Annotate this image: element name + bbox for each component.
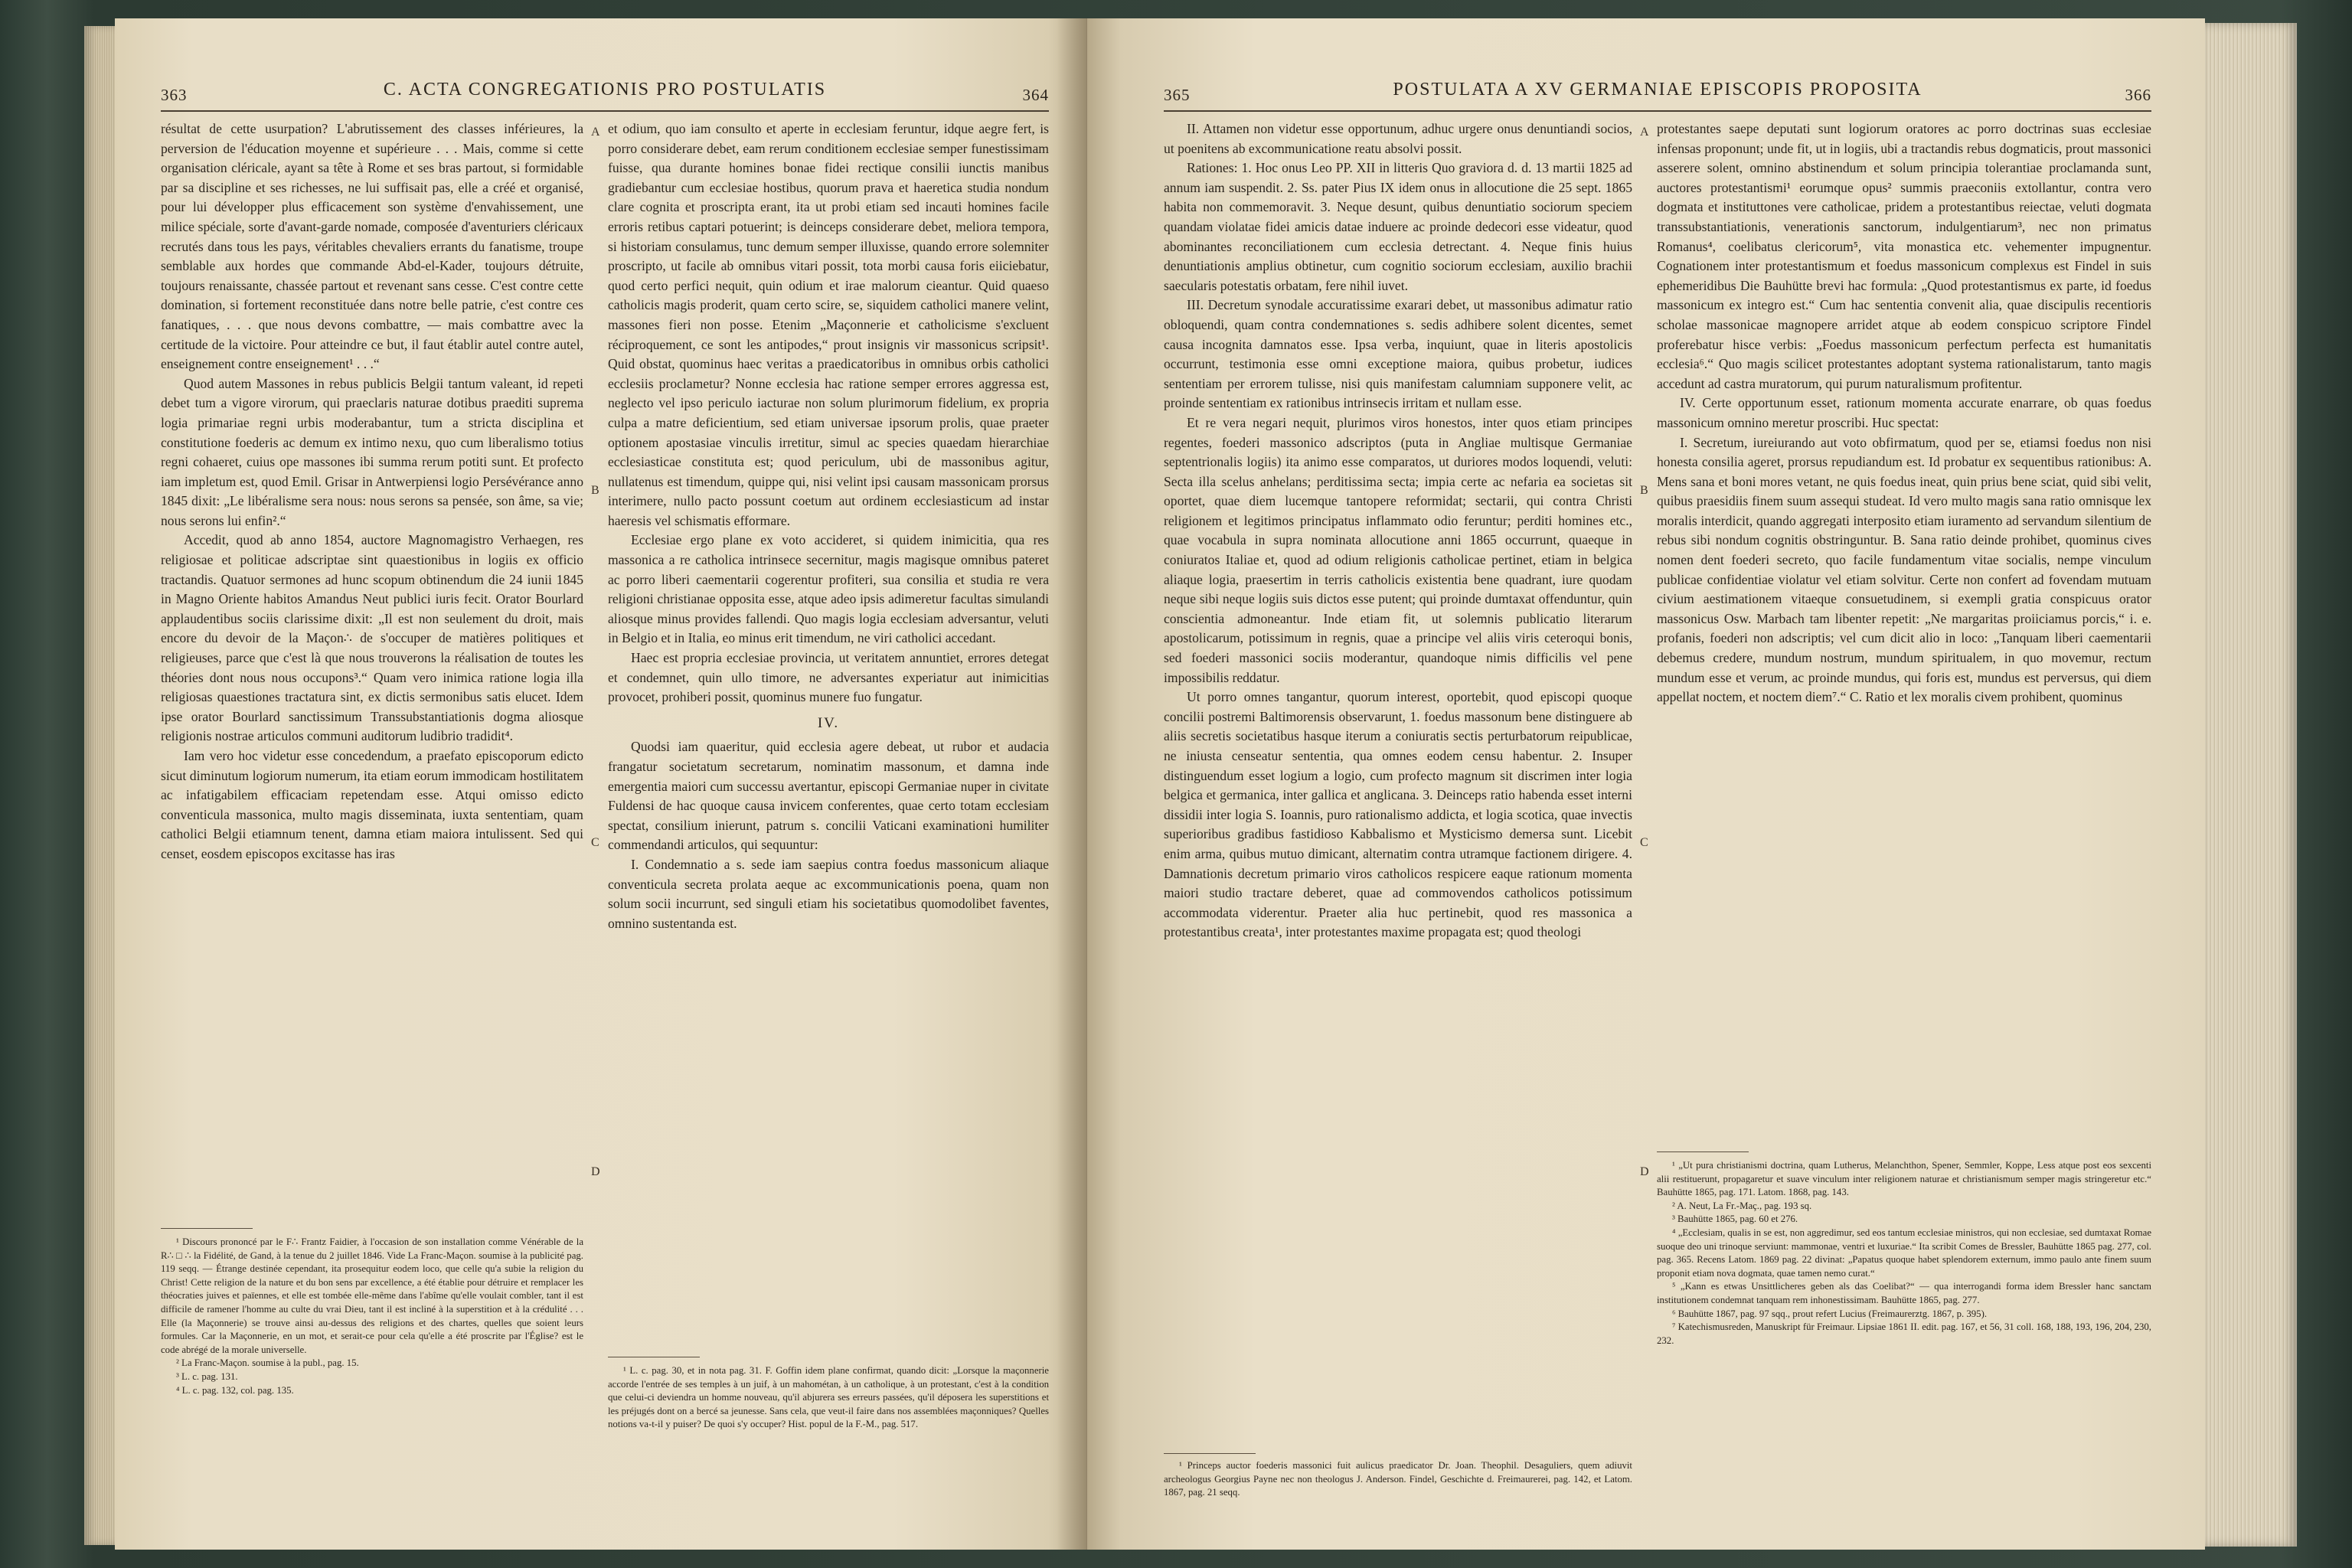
paragraph: Quod autem Massones in rebus publicis Belgii tantum valeant, id repeti debet tum a vigore virorum, qui praeclaris naturae dotibus praediti suprema logia primariae regni urbis moderabantur, tum a stricta disciplina et constitutione foederis ac demum ex intimo nexu, quo cum liberalismo totius regni cohaeret, cuius ope massones ibi summa rerum potiti sunt. Et profecto iam impletum est, quod Emil. Grisar in Antwerpiensi logio Persévérance anno 1845 dixit: „Le libéralisme sera nous: nous serons sa pensée, son âme, sa vie; nous serons lui enfin².“: [161, 375, 583, 528]
margin-letter-c: C: [1640, 836, 1648, 849]
footnote-rule: [1164, 1453, 1256, 1454]
right-page: [1087, 18, 2205, 1550]
footnote-rule: [161, 1228, 253, 1229]
book-edge-left: [84, 26, 115, 1545]
footnote: ⁴ „Ecclesiam, qualis in se est, non aggredimur, sed eos tantum ecclesiae ministros, qui non ecclesiae, sed dumtaxat Romae suoque deo uni trinoque serviunt: mammonae, ventri et luxuriae.“ Ita scribit Comes de Bressler, Bauhütte 1865 pag. 277, col. pag. 365. Recens Latom. 1869 pag. 22 divinat: „Papatus quoque habet splendorem externum, immo paulo ante finem suum proponit etiam nova dogmata, quae tamen nemo curat.“: [1657, 1227, 2151, 1279]
margin-letter-d: D: [591, 1165, 600, 1178]
paragraph: I. Condemnatio a s. sede iam saepius contra foedus massonicum aliaque conventicula secreta prolata aeque ac excommunicationis poena, quam non solum socii incurrunt, sed singuli etiam his societatibus quomodolibet faventes, omnino sustentanda est.: [608, 856, 1049, 931]
footnote: ¹ „Ut pura christianismi doctrina, quam Lutherus, Melanchthon, Spener, Semmler, Koppe, Less atque post eos sexcenti alii restituerunt, propagaretur et suave vinculum inter religionem naturae et christianismum semper magis stringeretur etc.“ Bauhütte 1865, pag. 171. Latom. 1868, pag. 143.: [1657, 1160, 2151, 1198]
page-number-365: 365: [1164, 86, 1191, 104]
footnote: ² La Franc-Maçon. soumise à la publ., pag. 15.: [176, 1357, 359, 1369]
running-head-right: POSTULATA A XV GERMANIAE EPISCOPIS PROPOSITA: [1393, 80, 1922, 100]
paragraph: Iam vero hoc videtur esse concedendum, a praefato episcoporum edicto sicut diminutum logiorum numerum, ita etiam eorum immodicam hostilitatem ac infatigabilem efficaciam repetendam esse. Atqui omisso edicto conventicula massonica, multo magis disseminata, iuxta sententiam, quam catholici Belgii etiamnum tenent, damna etiam maiora intulissent. Sed qui censet, eosdem episcopos excitasse has iras: [161, 748, 583, 861]
footnote: ⁴ L. c. pag. 132, col. pag. 135.: [176, 1384, 294, 1396]
paragraph: Haec est propria ecclesiae provincia, ut veritatem annuntiet, errores detegat et condemnet, quin ullo timore, ne adversantes experiatur aut inimicitias provocet, prohiberi possit, quominus munere fuo fungatur.: [608, 650, 1049, 705]
right-page-column-1: [1164, 119, 1632, 942]
paragraph: Quodsi iam quaeritur, quid ecclesia agere debeat, ut rubor et audacia frangatur societatum secretarum, nominatim massonum, et damna inde emergentia maiori cum successu avertantur, episcopi Germaniae nuper in civitate Fuldensi de hac quoque causa invicem conferentes, quae certo totam ecclesiam spectat, consilium inierunt, patrum s. concilii Vaticani examinationi humiliter commendandi articulos, qui sequuntur:: [608, 739, 1049, 853]
paragraph: Accedit, quod ab anno 1854, auctore Magnomagistro Verhaegen, res religiosae et politicae adscriptae sint quaestionibus in logiis ex officio tractandis. Quatuor sermones ad hunc scopum obtinendum die 24 iunii 1845 in Magno Oriente habitos Amandus Neut publici iuris fecit. Orator Bourlard applaudentibus sociis clarissime dixit: „Il est non seulement du droit, mais encore du devoir de la Maçon∴ de s'occuper de matières politiques et religieuses, parce que c'est là que nous trouverons la réalisation de toutes les théories dont nous nous occupons³.“ Quam vero inimica ratione logia illa religiosas quaestiones tractatura sint, ex dictis sermonibus satis elucet. Idem ipse orator Bourlard sanctissimum Transsubstantiationis dogma aliosque religionis nostrae articulos communi auditorum ludibrio tradidit⁴.: [161, 532, 583, 744]
footnote: ¹ Princeps auctor foederis massonici fuit aulicus praedicator Dr. Joan. Theophil. Desaguliers, quem adiuvit archeologus Georgius Payne nec non theologus J. Anderson. Findel, Geschichte d. Freimaurerei, pag. 142, et Latom. 1867, pag. 21 seqq.: [1164, 1460, 1632, 1498]
left-page: [115, 18, 1087, 1550]
right-page-header: [1164, 80, 2151, 110]
margin-letter-a: A: [1640, 126, 1649, 139]
paragraph: Ut porro omnes tangantur, quorum interest, oportebit, quod episcopi quoque concilii postremi Baltimorensis observarunt, 1. foedus massonum bene distinguere ab aliis secretis societatibus hasque iterum a coniuratis sectis perturbatorum reipublicae, ne iniusta censeatur sententia, qua omnes eodem censu habentur. 2. Insuper distinguendum esset logium a logio, cum profecto magnum sit discrimen inter logia belgica et germanica, inter gallica et anglicana. 3. Deinceps ratio habenda esset interni dissidii inter logia S. Ioannis, puro rationalismo addicta, et logia scotica, quae invectis superioribus gradibus fastidioso Kabbalismo et Mysticismo demersa sunt. Licebit enim arma, quibus mutuo dimicant, alternatim contra utramque factionem dirigere. 4. Damnationis decretum primario viros catholicos respicere eaque rationum momenta maiori studio tractare deberet, quae ad commovendos catholicos potissimum accommodata viderentur. Praeter alia huc pertinebit, quod res massonica a protestantibus creata¹, inter protestantes maxime propagata est; quod theologi: [1164, 689, 1632, 940]
left-page-footnotes-col-2: [608, 1364, 1049, 1432]
right-page-footnotes-col-2: [1657, 1159, 2151, 1348]
paragraph: et odium, quo iam consulto et aperte in ecclesiam feruntur, idque aegre fert, is porro considerare debet, eam rerum conditionem ecclesiae semper funestissimam fuisse, qua durante homines bonae fidei rectique consilii iunctis manibus gradiebantur cum ecclesiae hostibus, quorum prava et haeretica studia nondum clare cognita et proscripta erant, ita ut probi etiam sed incauti homines facile erroris retibus captari potuerint; is deinceps considerare debet, meliora tempora, si historiam consulamus, tunc demum semper illuxisse, quando errore solemniter proscripto, ut facile ab omnibus vitari possit, tota morbi causa foris eiiciebatur, quod certo perfici nequit, quin odium et irae malorum cieantur. Quid quaeso catholicis magis proderit, quam certo scire, se, siquidem catholici manere velint, massones fieri non posse. Etenim „Maçonnerie et catholicisme s'excluent réciproquement, ce sont les antipodes,“ prout insignis vir massonicus scripsit¹. Quid obstat, quominus haec veritas a praedicatoribus in omnibus orbis catholici ecclesiis proclametur? Nonne ecclesia hac ratione semper errores aggressa est, neglecto vel ipso periculo iacturae non solum plurimorum fidelium, ex propria culpa a matre deficientium, sed etiam universae ipsorum prolis, quae praeter optionem apostasiae vinculis irretitur, simul ac species quaedam hierarchiae ecclesiasticae constituta est; quod periculum, ubi de massonibus agitur, nullatenus est timendum, quippe qui, nisi velint ipsi causam massonicam prorsus interimere, nullo pacto possunt coetum aut ordinem ecclesiasticum ad instar haeresis vel schismatis efformare.: [608, 121, 1049, 528]
footnote: ³ L. c. pag. 131.: [176, 1370, 238, 1382]
book-edge-right: [2205, 23, 2297, 1547]
right-page-column-2: [1657, 119, 2151, 707]
left-page-header: [161, 80, 1049, 110]
paragraph: Ecclesiae ergo plane ex voto accideret, si quidem inimicitia, qua res massonica a re catholica intrinsece secernitur, magis magisque omnibus pateret ac porro liberi caementarii cogerentur profiteri, sua consilia et studia re vera religioni christianae opposita esse, atque adeo ipsis adimeretur facultas simulandi aliosque minus provides fallendi. Quo magis logia ecclesiam adversantur, veluti in Belgio et in Italia, eo minus erit timendum, ne viri catholici accedant.: [608, 532, 1049, 646]
footnote: ² A. Neut, La Fr.-Maç., pag. 193 sq.: [1672, 1200, 1812, 1211]
page-number-363: 363: [161, 86, 188, 104]
left-page-column-2: [608, 119, 1049, 933]
right-page-footnotes-col-1: [1164, 1459, 1632, 1500]
running-head-left: C. ACTA CONGREGATIONIS PRO POSTULATIS: [383, 80, 827, 100]
margin-letter-a: A: [591, 126, 600, 139]
margin-letter-b: B: [591, 484, 599, 497]
page-number-366: 366: [2125, 86, 2151, 104]
footnote: ¹ L. c. pag. 30, et in nota pag. 31. F. Goffin idem plane confirmat, quando dicit: „Lorsque la maçonnerie accorde l'entrée de ses temples à un juif, à un mahométan, à un catholique, à un protestant, c'est à la condition que celui-ci deviendra un homme nouveau, qu'il abjurera ses erreurs passées, qu'il déposera les superstitions et les préjugés dont on a bercé sa jeunesse. Sans cela, que veut-il faire dans nos assemblées maçonniques? Quelles notions va-t-il y puiser? De quoi s'y occuper? Hist. popul de la F.-M., pag. 517.: [608, 1365, 1049, 1430]
paragraph: protestantes saepe deputati sunt logiorum oratores ac porro doctrinas suas ecclesiae infensas proponunt; unde fit, ut in logiis, ubi a tractandis rebus dogmaticis, prout massonici asserere solent, omnino abstinendum et solum principia tolerantiae proclamanda sunt, auctores protestantismi¹ eorumque opus² summis praeconiis extollantur, contra vero dogmata et instituttones vere catholicae, pridem a protestantibus reiectae, veluti dogmata transsubstantiationis, venerationis sanctorum, indulgentiarum³, nec non primatus Romanus⁴, coelibatus clericorum⁵, vita monastica etc. vehementer impugnentur. Cognationem inter protestantismum et foedus massonicum complexus est Findel in suis ephemeridibus Die Bauhütte brevi hac formula: „Quod protestantismus ex parte, id foedus massonicum ex integro est.“ Cum hac sententia convenit alia, quae discipulis recentioris scholae massonicae magnopere arridet atque ab eodem conspicuo scriptore Findel proferebatur hisce verbis: „Foedus massonicum perfectum perfecta est humanitatis ecclesia⁶.“ Quo magis scilicet protestantes adoptant systema rationalistarum, tanto magis accedunt ad castra muratorum, qui purum naturalismum profitentur.: [1657, 121, 2151, 391]
page-number-364: 364: [1022, 86, 1049, 104]
footnote: ³ Bauhütte 1865, pag. 60 et 276.: [1672, 1214, 1798, 1225]
footnote: ⁵ „Kann es etwas Unsittlicheres geben als das Coelibat?“ — qua interrogandi forma idem Bressler hanc sanctam institutionem condemnat tanquam rem inhonestissimam. Bauhütte 1865, pag. 277.: [1657, 1281, 2151, 1305]
paragraph: IV. Certe opportunum esset, rationum momenta accurate enarrare, ob quas foedus massonicum omnino meretur proscribi. Huc spectat:: [1657, 395, 2151, 430]
paragraph: I. Secretum, iureiurando aut voto obfirmatum, quod per se, etiamsi foedus non nisi honesta consilia ageret, prorsus repudiandum est. Id probatur ex sequentibus rationibus: A. Mens sana et boni mores vetant, ne quis foedus ineat, quin prius bene sciat, quid sibi velit, quibus praesidiis finem suum assequi studeat. Id vero multo magis sana ratio omnisque lex moralis interdicit, quando aggregati interposito etiam iuramento ad servandum silentium de rebus sibi nondum cognitis obstringuntur. B. Sana ratio deinde prohibet, quominus cives nomen dent foederi secreto, quo facile fundamentum vitae socialis, nempe vinculum publicae confidentiae violatur vel etiam solvitur. Certe non confert ad fovendam mutuam civium aestimationem vitaeque consuetudinem, si exempli gratia conspicuus orator massonicus Osw. Marbach tam libenter repetit: „Ne margaritas proiiciamus porcis,“ i. e. profanis, foederi non adscriptis; vel cum dicit alio in loco: „Tanquam liberi caementarii debemus credere, mundum nostrum, mundum spiritualem, in quo movemur, rectum mundum esse et verum, ac proinde mundus, qui foris est, mundus est perversus, qui diem appellat noctem, et noctem diem⁷.“ C. Ratio et lex moralis civem prohibent, quominus: [1657, 434, 2151, 705]
paragraph: III. Decretum synodale accuratissime exarari debet, ut massonibus adimatur ratio obloquendi, quam contra condemnationes s. sedis adhibere solent dicentes, semet causa incognita damnatos esse. Ipsa verba, inquiunt, quae in literis apostolicis occurrunt, testimonia esse omni exceptione maiora, quibus probetur, iudices sententiam per errorem tulisse, nisi quis manifestam calumniam supponere velit, ac proinde sententiam ex rationibus intrinsecis irritam et nullam esse.: [1164, 297, 1632, 411]
paragraph: II. Attamen non videtur esse opportunum, adhuc urgere onus denuntiandi socios, ut poenitens ab excommunicatione reatu absolvi possit.: [1164, 121, 1632, 156]
paragraph: Et re vera negari nequit, plurimos viros honestos, inter quos etiam principes regentes, foederi massonico adscriptos (puta in Angliae multisque Germaniae septentrionalis logiis) ita animo esse comparatos, ut duriores modos loquendi, veluti: Secta illa scelus anhelans; perditissima secta; impia certe ac nefaria ea societas sit oportet, quae diem lucemque tantopere reformidat; sectarii, qui contra Christi religionem et legitimos principatus inflammato odio feruntur; perditi homines etc., quae vocabula in supra nominata allocutione anni 1865 occurrunt, quaeque in coniuratos Italiae et, quod ad odium religionis catholicae pertinet, etiam in belgica aliaque logia, praesertim in terris catholicis existentia bene quadrant, iure quodam neque sibi neque logiis suis dictos esse putent; qui proinde dumtaxat offenduntur, quin conscientia admoneantur. Inde etiam fit, ut solemnis publicatio literarum apostolicarum, potissimum in regnis, quae a principe vel aliis viris ceteroqui bonis, sed foederi massonici sociis moderantur, quandoque nimis difficilis vel pene impossibilis reddatur.: [1164, 414, 1632, 685]
margin-letter-b: B: [1640, 484, 1648, 497]
header-rule-left: [161, 110, 1049, 112]
left-page-column-1: [161, 119, 583, 864]
paragraph: Rationes: 1. Hoc onus Leo PP. XII in litteris Quo graviora d. d. 13 martii 1825 ad annum iam suspendit. 2. Ss. pater Pius IX idem onus in allocutione die 25 sept. 1865 habita non commemoravit. 3. Neque desunt, quibus denuntiatio sociorum speciem quandam violatae fidei amicis datae induere ac proinde dedecori esse videatur, quod abominantes reconciliationem cum ecclesia detrectant. 4. Neque finis huius denuntiationis amplius obtinetur, cum cognitio sociorum ecclesiam, auxilio brachii saecularis potestatis orbatam, fere nihil iuvet.: [1164, 160, 1632, 293]
section-heading-iv: IV.: [817, 714, 840, 731]
left-page-footnotes-col-1: [161, 1236, 583, 1397]
footnote: ⁷ Katechismusreden, Manuskript für Freimaur. Lipsiae 1861 II. edit. pag. 167, et 56, 31 coll. 168, 188, 193, 196, 204, 230, 232.: [1657, 1321, 2151, 1346]
header-rule-right: [1164, 110, 2151, 112]
footnote: ⁶ Bauhütte 1867, pag. 97 sqq., prout refert Lucius (Freimaurerztg. 1867, p. 395).: [1672, 1308, 1988, 1319]
paragraph: résultat de cette usurpation? L'abrutissement des classes inférieures, la perversion de l'éducation moyenne et supérieure . . . Mais, comme si cette organisation cléricale, ayant sa tête à Rome et ses bras partout, si formidable par sa discipline et ses richesses, ne lui suffisait pas, elle a créé et organisé, pour lui développer plus efficacement son système d'envahissement, une milice spéciale, sorte d'avant-garde nomade, composée d'aventuriers cléricaux recrutés dans tous les pays, véritables chevaliers errants du fanatisme, troupe semblable aux hordes que commande Abd-el-Kader, toujours détruite, toujours renaissante, chassée partout et revenant sans cesse. C'est contre cette domination, si fortement reconstituée dans notre belle patrie, c'est contre ces fanatiques, . . . que nous devons combattre, — mais combattre avec la certitude de la victoire. Pour atteindre ce but, il faut établir autel contre autel, enseignement contre enseignement¹ . . .“: [161, 121, 583, 372]
footnote: ¹ Discours prononcé par le F∴ Frantz Faidier, à l'occasion de son installation comme Vénérable de la R∴ □ ∴ la Fidélité, de Gand, à la tenue du 2 juillet 1846. Vide La Franc-Maçon. soumise à la publicité pag. 119 seqq. — Étrange destinée cependant, ita prosequitur eodem loco, que celle qu'a subie la religion du Christ! Cette religion de la nature et du bon sens par excellence, a été établie pour détruire et remplacer les théocraties juives et païennes, et elle est tombée elle-même dans l'abîme qu'elle voulait combler, tant il est difficile de ramener l'homme au culte du vrai Dieu, tant il est incliné à la superstition et à la crédulité . . . Elle (la Maçonnerie) se trouve ainsi au-dessus des religions et des chartes, quelles que soient leurs formules. Car la Maçonnerie, en un mot, et serait-ce pour cela qu'elle a été proscrite par l'Église? est le code abrégé de la morale universelle.: [161, 1236, 583, 1355]
margin-letter-c: C: [591, 836, 599, 849]
margin-letter-d: D: [1640, 1165, 1649, 1178]
